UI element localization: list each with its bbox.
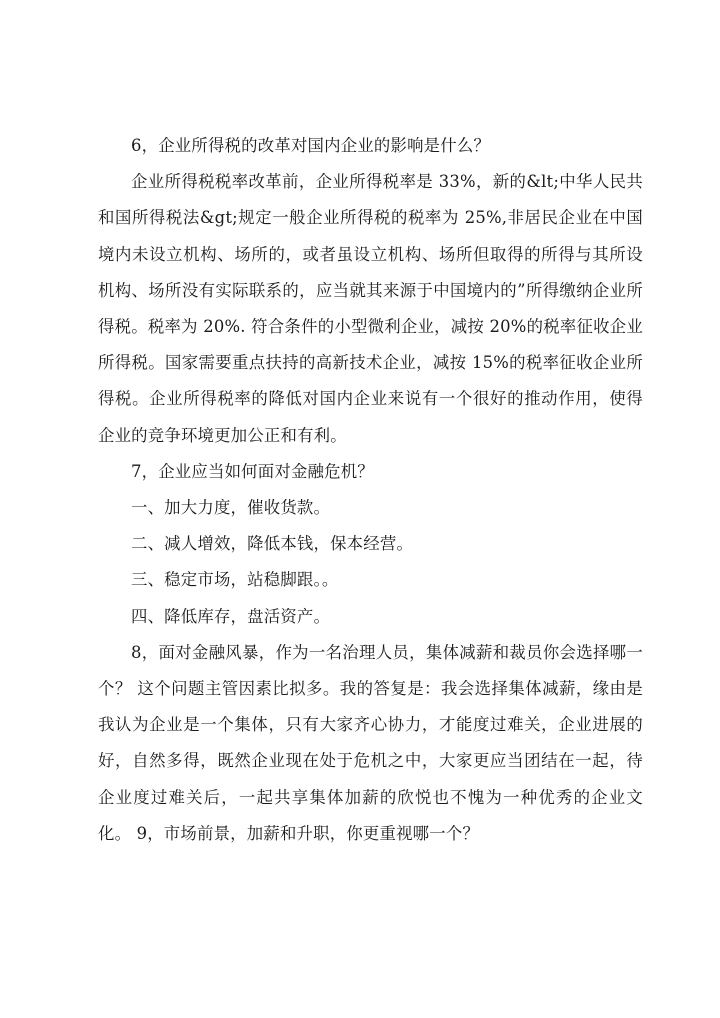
- answer-7-item-3: 三、稳定市场，站稳脚跟。。: [131, 570, 339, 590]
- answer-7-item-2: 二、减人增效，降低本钱，保本经营。: [131, 534, 414, 554]
- answer-7-item-4: 四、降低库存，盘活资产。: [131, 606, 331, 626]
- question-8-and-answer: 8，面对金融风暴，作为一名治理人员，集体减薪和裁员你会选择哪一个？ 这个问题主管因素比拟多。我的答复是：我会选择集体减薪，缘由是我认为企业是一个集体，只有大家齐心协力，才能度过难关，企业进展的好，自然多得，既然企业现在处于危机之中，大家更应当团结在一起，待企业度过难关后，一起共享集体加薪的欣悦也不愧为一种优秀的企业文化。 9，市场前景，加薪和升职，你更重视哪一个？: [98, 642, 643, 843]
- question-7: 7，企业应当如何面对金融危机？: [131, 461, 374, 481]
- answer-7-item-1: 一、加大力度，催收货款。: [131, 498, 331, 518]
- answer-6-paragraph: 企业所得税税率改革前，企业所得税率是 33%，新的&lt;中华人民共和国所得税法&gt;规定一般企业所得税的税率为 25%,非居民企业在中国境内未设立机构、场所的，或者虽设立机构、场所但取得的所得与其所设机构、场所没有实际联系的，应当就其来源于中国境内的”所得缴纳企业所得税。税率为 20%. 符合条件的小型微利企业，减按 20%的税率征收企业所得税。国家需要重点扶持的高新技术企业，减按 15%的税率征收企业所得税。企业所得税率的降低对国内企业来说有一个很好的推动作用，使得企业的竞争环境更加公正和有利。: [98, 172, 643, 445]
- document-body: [98, 128, 643, 852]
- question-6: 6，企业所得税的改革对国内企业的影响是什么？: [131, 136, 491, 155]
